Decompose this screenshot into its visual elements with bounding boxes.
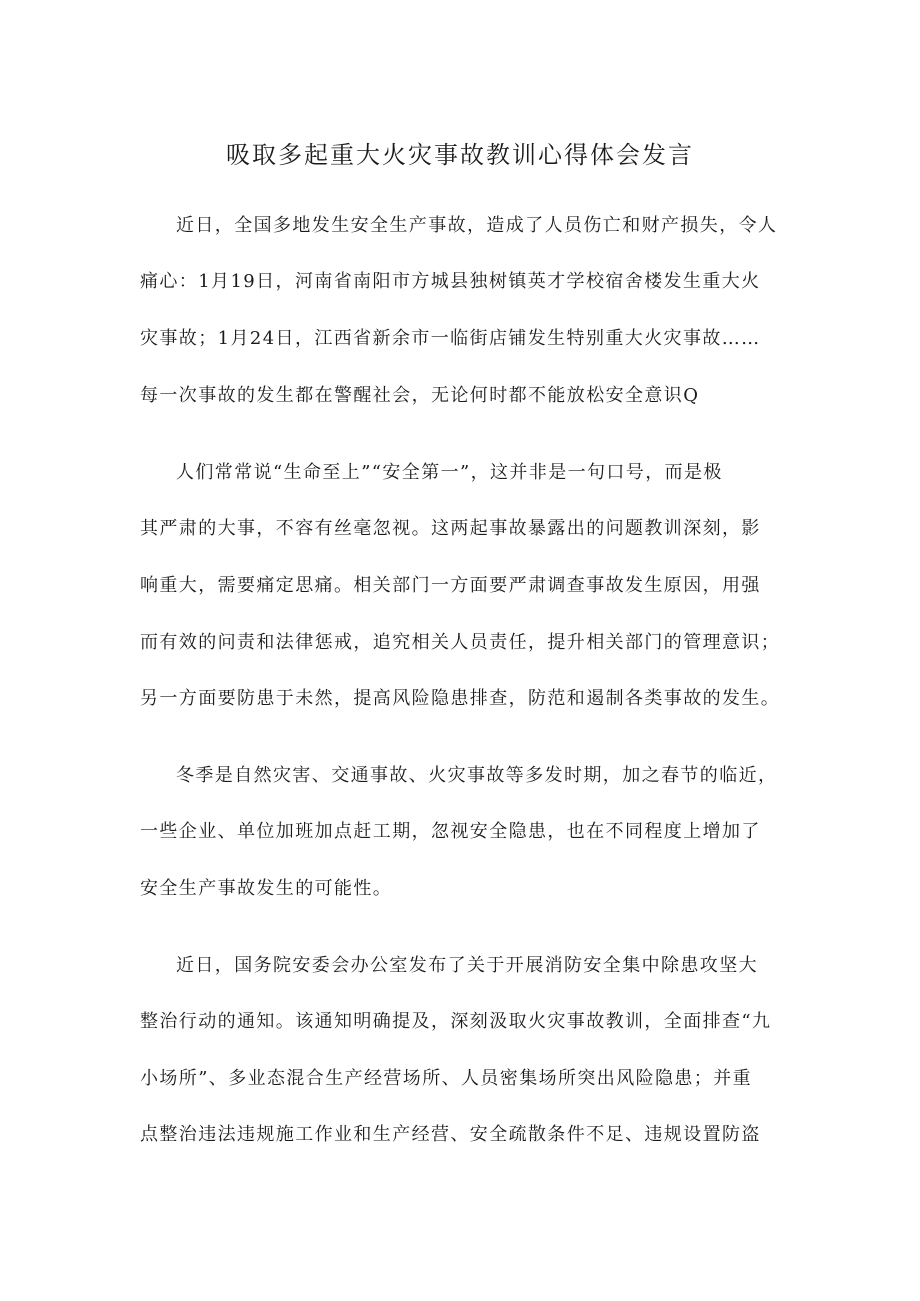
paragraph-1-line-1: 近日，全国多地发生安全生产事故，造成了人员伤亡和财产损失，令人 (176, 215, 778, 236)
paragraph-2-line-1: 人们常常说“生命至上”“安全第一”，这并非是一句口号，而是极 (176, 462, 723, 483)
paragraph-4-line-1: 近日，国务院安委会办公室发布了关于开展消防安全集中除患攻坚大 (176, 955, 758, 976)
document-title: 吸取多起重大火灾事故教训心得体会发言 (226, 141, 694, 169)
paragraph-2-line-2: 其严肃的大事，不容有丝毫忽视。这两起事故暴露出的问题教训深刻，影 (140, 518, 761, 539)
paragraph-4-line-3: 小场所”、多业态混合生产经营场所、人员密集场所突出风险隐患；并重 (140, 1068, 752, 1089)
paragraph-3-line-2: 一些企业、单位加班加点赶工期，忽视安全隐患，也在不同程度上增加了 (140, 821, 761, 842)
paragraph-1-line-3: 灾事故；1月24日，江西省新余市一临街店铺发生特别重大火灾事故…… (140, 328, 761, 349)
paragraph-2-line-4: 而有效的问责和法律惩戒，追究相关人员责任，提升相关部门的管理意识； (140, 632, 781, 653)
paragraph-3-line-1: 冬季是自然灾害、交通事故、火灾事故等多发时期，加之春节的临近， (176, 765, 778, 786)
paragraph-3-line-3: 安全生产事故发生的可能性。 (140, 878, 393, 899)
paragraph-4-line-4: 点整治违法违规施工作业和生产经营、安全疏散条件不足、违规设置防盗 (140, 1124, 761, 1145)
paragraph-2-line-5: 另一方面要防患于未然，提高风险隐患排查，防范和遏制各类事故的发生。 (140, 688, 781, 709)
paragraph-2-line-3: 响重大，需要痛定思痛。相关部门一方面要严肃调查事故发生原因，用强 (140, 575, 761, 596)
paragraph-4-line-2: 整治行动的通知。该通知明确提及，深刻汲取火灾事故教训，全面排查“九 (140, 1011, 772, 1032)
paragraph-1-line-2: 痛心：1月19日，河南省南阳市方城县独树镇英才学校宿舍楼发生重大火 (140, 271, 761, 292)
paragraph-1-line-4: 每一次事故的发生都在警醒社会，无论何时都不能放松安全意识Q (140, 385, 700, 406)
